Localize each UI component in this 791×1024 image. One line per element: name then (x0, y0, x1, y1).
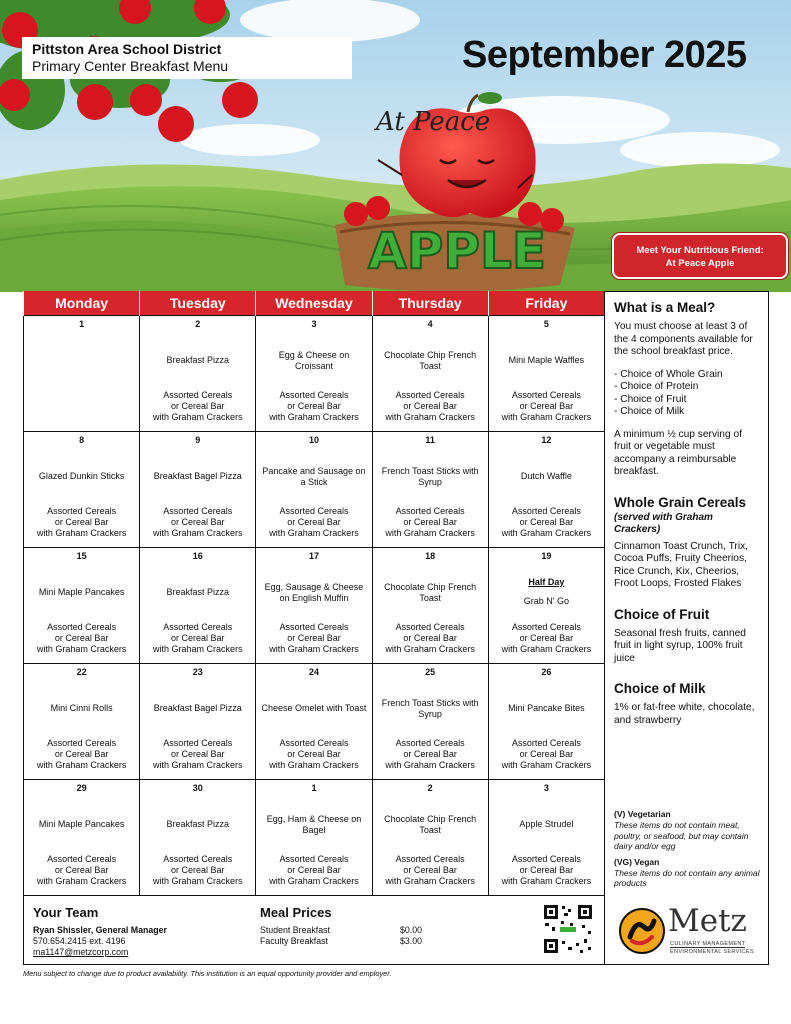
calendar-week-row (24, 547, 605, 663)
day-number: 4 (427, 318, 433, 329)
cereal-line: Assorted Cereals (395, 621, 465, 632)
cereal-line: Assorted Cereals (279, 621, 349, 632)
cereal-line: or Cereal Bar (403, 400, 457, 411)
cereal-line: with Graham Crackers (36, 875, 127, 886)
cereal-line: with Graham Crackers (269, 643, 359, 654)
cereal-line: with Graham Crackers (36, 527, 127, 538)
calendar-day-cell (140, 431, 256, 547)
cereal-option (373, 854, 488, 887)
cereal-line: or Cereal Bar (287, 864, 341, 875)
daily-special (27, 812, 136, 838)
calendar-day-cell (140, 663, 256, 779)
cereal-line: with Graham Crackers (269, 875, 359, 886)
day-number: 2 (427, 782, 433, 793)
meal-text: You must choose at least 3 of the 4 components available for the school breakfast price. (614, 321, 753, 357)
cereal-option (24, 738, 139, 771)
calendar-day-cell (256, 431, 372, 547)
daily-special (376, 696, 485, 722)
prices-title: Meal Prices (260, 905, 332, 920)
daily-special (492, 574, 601, 610)
menu-item: French Toast Sticks with Syrup (381, 465, 479, 487)
calendar-week-row (24, 315, 605, 431)
grain-text: Cinnamon Toast Crunch, Trix, Cocoa Puffs, Fruity Cheerios, Rice Crunch, Kix, Cheerios, Froot Loops, Frosted Flakes (614, 540, 749, 589)
cereal-line: Assorted Cereals (511, 505, 581, 516)
daily-special (376, 348, 485, 374)
student-price: $0.00 (400, 925, 423, 935)
weekday-header: Monday (24, 291, 140, 315)
metz-wordmark: Metz (668, 903, 747, 939)
day-number: 30 (192, 782, 203, 793)
faculty-price-label: Faculty Breakfast (260, 936, 328, 946)
menu-item: Mini Pancake Bites (508, 703, 585, 713)
calendar-day-cell (256, 779, 372, 895)
cereal-option (373, 738, 488, 771)
menu-item: Breakfast Bagel Pizza (153, 703, 242, 713)
daily-special (27, 696, 136, 722)
cereal-line: with Graham Crackers (385, 643, 475, 654)
day-number: 18 (425, 550, 436, 561)
calendar-day-cell (256, 315, 372, 431)
daily-special (143, 696, 252, 722)
calendar-week-row (24, 431, 605, 547)
day-number: 12 (541, 434, 552, 445)
menu-item: Chocolate Chip French Toast (384, 813, 477, 835)
menu-item: Chocolate Chip French Toast (384, 581, 477, 603)
daily-special (492, 812, 601, 838)
vegan-title: (VG) Vegan (614, 856, 660, 867)
menu-item: Breakfast Pizza (166, 819, 230, 829)
cereal-line: or Cereal Bar (171, 400, 225, 411)
qr-code-icon[interactable] (542, 903, 594, 955)
district-name: Pittston Area School District (32, 41, 222, 57)
cereal-line: or Cereal Bar (287, 632, 341, 643)
cereal-line: Assorted Cereals (511, 853, 581, 864)
menu-item: Mini Maple Pancakes (38, 587, 125, 597)
calendar-day-cell (24, 547, 140, 663)
team-title: Your Team (33, 905, 99, 920)
calendar-week-row (24, 663, 605, 779)
cereal-line: with Graham Crackers (153, 875, 243, 886)
daily-special (27, 580, 136, 606)
milk-text: 1% or fat-free white, chocolate, and strawberry (614, 702, 755, 726)
team-contact (33, 925, 167, 958)
metz-tagline-2: ENVIRONMENTAL SERVICES (670, 949, 754, 955)
day-number: 16 (192, 550, 203, 561)
cereal-line: or Cereal Bar (403, 632, 457, 643)
menu-item: Apple Strudel (519, 819, 574, 829)
faculty-price: $3.00 (400, 936, 423, 946)
calendar-day-cell (24, 431, 140, 547)
day-number: 29 (76, 782, 87, 793)
calendar-day-cell (488, 663, 604, 779)
menu-item: Egg, Sausage & Cheese on English Muffin (264, 581, 364, 603)
cereal-line: with Graham Crackers (269, 527, 359, 538)
menu-item: Egg, Ham & Cheese on Bagel (266, 813, 362, 835)
manager-email[interactable]: ma1147@metzcorp.com (33, 947, 129, 957)
daily-special (143, 812, 252, 838)
daily-special (27, 464, 136, 490)
menu-item: Mini Cinni Rolls (50, 703, 113, 713)
cereal-option (256, 854, 371, 887)
weekday-header-row (24, 291, 605, 315)
cereal-line: with Graham Crackers (501, 643, 592, 654)
cereal-option (489, 854, 604, 887)
cereal-line: or Cereal Bar (287, 516, 341, 527)
day-note: Half Day (528, 576, 565, 587)
day-number: 2 (195, 318, 201, 329)
calendar-day-cell (24, 315, 140, 431)
minimum-text: A minimum ½ cup serving of fruit or vegetable must accompany a reimbursable breakfast. (614, 428, 742, 477)
metz-tagline-1: CULINARY MANAGEMENT (670, 941, 746, 947)
cereal-option (140, 854, 255, 887)
calendar-week-row (24, 779, 605, 895)
cereal-line: or Cereal Bar (54, 748, 109, 759)
day-number: 10 (308, 434, 319, 445)
cereal-line: Assorted Cereals (47, 621, 117, 632)
milk-title: Choice of Milk (614, 681, 706, 696)
cereal-option (489, 622, 604, 655)
day-number: 8 (79, 434, 85, 445)
menu-item: Breakfast Pizza (166, 355, 230, 365)
menu-item: Glazed Dunkin Sticks (38, 471, 125, 481)
calendar-day-cell (488, 431, 604, 547)
cereal-line: or Cereal Bar (287, 748, 341, 759)
calendar-day-cell (488, 779, 604, 895)
month-title: September 2025 (462, 34, 747, 76)
manager-phone: 570.654.2415 ext. 4196 (33, 936, 126, 946)
mascot-title: APPLE (368, 222, 547, 280)
cereal-line: Assorted Cereals (395, 505, 465, 516)
cereal-line: with Graham Crackers (385, 527, 475, 538)
cereal-option (373, 390, 488, 423)
cereal-line: with Graham Crackers (501, 527, 592, 538)
menu-item: Breakfast Bagel Pizza (153, 471, 242, 481)
cereal-line: or Cereal Bar (171, 516, 225, 527)
cereal-line: with Graham Crackers (269, 759, 359, 770)
friend-line1: Meet Your Nutritious Friend: (636, 245, 764, 256)
cereal-line: with Graham Crackers (501, 875, 592, 886)
choice-item: - Choice of Fruit (614, 393, 687, 405)
cereal-line: with Graham Crackers (153, 411, 243, 422)
daily-special (492, 348, 601, 374)
cereal-line: with Graham Crackers (153, 643, 243, 654)
cereal-line: or Cereal Bar (287, 400, 341, 411)
cereal-line: with Graham Crackers (385, 411, 475, 422)
choice-item: - Choice of Protein (614, 381, 699, 392)
choice-item: - Choice of Whole Grain (614, 368, 723, 380)
cereal-line: or Cereal Bar (54, 516, 109, 527)
weekday-header: Friday (488, 291, 604, 315)
cereal-line: Assorted Cereals (163, 737, 233, 748)
day-number: 1 (79, 318, 85, 329)
daily-special (376, 580, 485, 606)
cereal-line: Assorted Cereals (279, 505, 349, 516)
daily-special (259, 348, 368, 374)
menu-calendar (23, 291, 605, 896)
cereal-option (373, 506, 488, 539)
cereal-line: Assorted Cereals (395, 853, 465, 864)
cereal-line: Assorted Cereals (279, 737, 349, 748)
calendar-day-cell (24, 663, 140, 779)
vegetarian-title: (V) Vegetarian (614, 809, 671, 819)
grain-subtitle: (served with Graham Crackers) (614, 511, 713, 535)
cereal-line: with Graham Crackers (36, 643, 127, 654)
cereal-line: or Cereal Bar (519, 864, 574, 875)
day-number: 1 (311, 782, 317, 793)
cereal-option (489, 506, 604, 539)
mascot-script: At Peace (376, 107, 491, 137)
cereal-option (489, 738, 604, 771)
menu-item: Mini Maple Waffles (508, 355, 585, 365)
daily-special (143, 464, 252, 490)
calendar-day-cell (488, 547, 604, 663)
cereal-line: Assorted Cereals (511, 737, 581, 748)
cereal-line: or Cereal Bar (171, 632, 225, 643)
cereal-line: or Cereal Bar (403, 748, 457, 759)
day-number: 25 (425, 666, 436, 677)
daily-special (259, 812, 368, 838)
cereal-option (373, 622, 488, 655)
cereal-line: Assorted Cereals (511, 621, 581, 632)
cereal-option (256, 390, 371, 423)
cereal-line: with Graham Crackers (385, 875, 475, 886)
cereal-line: Assorted Cereals (47, 737, 117, 748)
cereal-option (24, 506, 139, 539)
cereal-option (256, 738, 371, 771)
cereal-line: or Cereal Bar (403, 516, 457, 527)
diet-legend (614, 809, 762, 894)
daily-special (492, 696, 601, 722)
cereal-line: or Cereal Bar (54, 632, 109, 643)
calendar-day-cell (372, 315, 488, 431)
cereal-line: Assorted Cereals (163, 621, 233, 632)
cereal-line: with Graham Crackers (385, 759, 475, 770)
day-number: 9 (195, 434, 201, 445)
day-number: 17 (308, 550, 319, 561)
cereal-line: with Graham Crackers (501, 411, 592, 422)
day-number: 22 (76, 666, 87, 677)
cereal-option (140, 506, 255, 539)
cereal-line: Assorted Cereals (47, 853, 117, 864)
weekday-header: Wednesday (256, 291, 372, 315)
cereal-line: or Cereal Bar (519, 748, 574, 759)
disclaimer: Menu subject to change due to product availability. This institution is an equal opportunity provider and employer. (23, 969, 392, 978)
cereal-line: with Graham Crackers (153, 759, 243, 770)
fruit-title: Choice of Fruit (614, 606, 710, 622)
cereal-line: Assorted Cereals (279, 389, 349, 400)
calendar-body (24, 315, 605, 895)
calendar-day-cell (256, 663, 372, 779)
calendar-day-cell (372, 663, 488, 779)
day-number: 19 (541, 550, 552, 561)
cereal-line: or Cereal Bar (171, 748, 225, 759)
cereal-line: or Cereal Bar (171, 864, 225, 875)
daily-special (259, 580, 368, 606)
calendar-day-cell (256, 547, 372, 663)
daily-special (376, 464, 485, 490)
student-price-label: Student Breakfast (260, 925, 330, 935)
cereal-option (24, 622, 139, 655)
daily-special (27, 348, 136, 374)
menu-item: Dutch Waffle (520, 471, 572, 481)
district-box (22, 37, 352, 79)
day-number: 24 (308, 666, 319, 677)
footer (23, 895, 605, 965)
calendar-day-cell (140, 547, 256, 663)
cereal-line: Assorted Cereals (279, 853, 349, 864)
menu-item: Chocolate Chip French Toast (384, 349, 477, 371)
weekday-header: Thursday (372, 291, 488, 315)
cereal-line: with Graham Crackers (36, 759, 127, 770)
day-number: 3 (311, 318, 317, 329)
cereal-line: Assorted Cereals (163, 505, 233, 516)
calendar-day-cell (140, 779, 256, 895)
daily-special (259, 696, 368, 722)
cereal-line: Assorted Cereals (163, 389, 233, 400)
friend-line2: At Peace Apple (665, 258, 735, 269)
daily-special (143, 348, 252, 374)
cereal-line: or Cereal Bar (403, 864, 457, 875)
menu-item: Grab N' Go (523, 595, 569, 606)
grain-title: Whole Grain Cereals (614, 494, 747, 510)
day-number: 3 (543, 782, 549, 793)
cereal-line: or Cereal Bar (54, 864, 109, 875)
calendar-day-cell (372, 547, 488, 663)
menu-item: Pancake and Sausage on a Stick (262, 465, 366, 487)
daily-special (143, 580, 252, 606)
day-number: 15 (76, 550, 87, 561)
cereal-line: or Cereal Bar (519, 632, 574, 643)
vegetarian-text: These items do not contain meat, poultry, or seafood, but may contain dairy and/or egg (614, 820, 749, 851)
calendar-day-cell (372, 779, 488, 895)
menu-name: Primary Center Breakfast Menu (32, 58, 229, 74)
cereal-line: Assorted Cereals (395, 737, 465, 748)
menu-item: Mini Maple Pancakes (38, 819, 125, 829)
vegan-text: These items do not contain any animal products (614, 867, 760, 888)
calendar-day-cell (488, 315, 604, 431)
daily-special (492, 464, 601, 490)
cereal-line: Assorted Cereals (47, 505, 117, 516)
cereal-option (140, 390, 255, 423)
day-number: 5 (543, 318, 549, 329)
menu-item: Breakfast Pizza (166, 587, 230, 597)
menu-item: Egg & Cheese on Croissant (278, 349, 350, 371)
cereal-line: with Graham Crackers (269, 411, 359, 422)
daily-special (259, 464, 368, 490)
calendar-day-cell (372, 431, 488, 547)
cereal-option (256, 622, 371, 655)
friend-badge (612, 233, 788, 279)
meal-title: What is a Meal? (614, 300, 716, 315)
calendar-day-cell (140, 315, 256, 431)
daily-special (376, 812, 485, 838)
cereal-line: with Graham Crackers (501, 759, 592, 770)
calendar-day-cell (24, 779, 140, 895)
cereal-line: Assorted Cereals (163, 853, 233, 864)
cereal-option (140, 622, 255, 655)
weekday-header: Tuesday (140, 291, 256, 315)
cereal-line: or Cereal Bar (519, 400, 574, 411)
manager-name: Ryan Shissler, General Manager (33, 925, 167, 935)
metz-logo (618, 903, 758, 959)
day-number: 26 (541, 666, 552, 677)
choice-item: - Choice of Milk (614, 406, 685, 417)
menu-item: Cheese Omelet with Toast (261, 703, 367, 713)
metz-emblem-icon (618, 907, 666, 955)
cereal-option (489, 390, 604, 423)
day-number: 23 (192, 666, 203, 677)
fruit-text: Seasonal fresh fruits, canned fruit in light syrup, 100% fruit juice (614, 627, 746, 664)
cereal-option (256, 506, 371, 539)
cereal-line: Assorted Cereals (511, 389, 581, 400)
cereal-line: or Cereal Bar (519, 516, 574, 527)
info-panel (604, 291, 769, 965)
cereal-line: Assorted Cereals (395, 389, 465, 400)
day-number: 11 (425, 434, 435, 445)
cereal-line: with Graham Crackers (153, 527, 243, 538)
menu-item: French Toast Sticks with Syrup (381, 697, 479, 719)
cereal-option (24, 854, 139, 887)
cereal-option (140, 738, 255, 771)
